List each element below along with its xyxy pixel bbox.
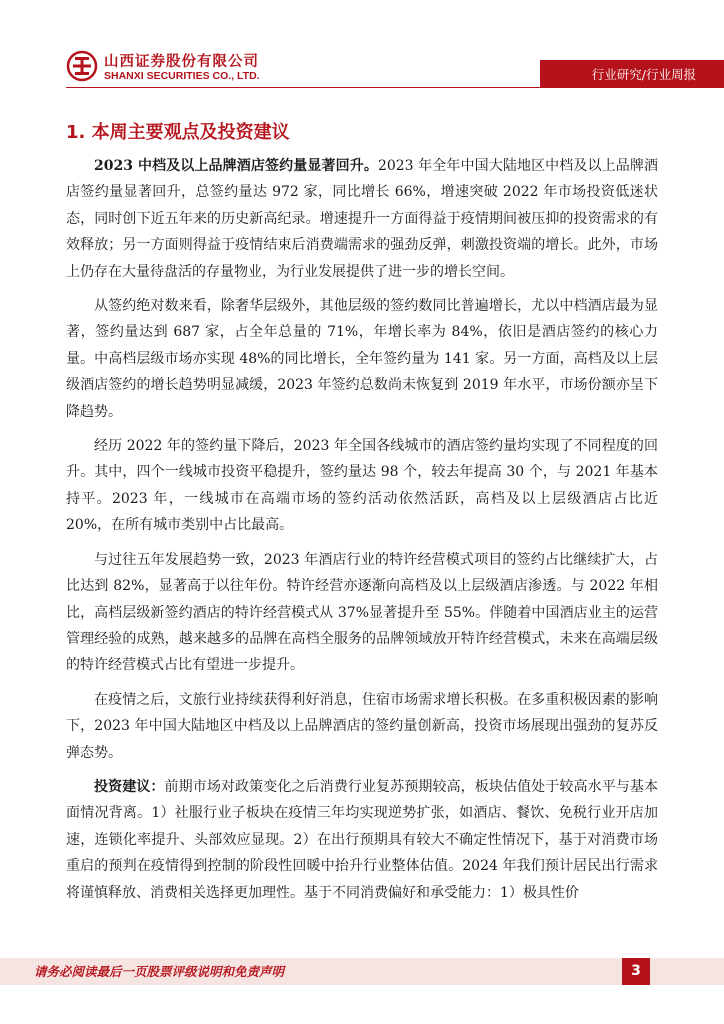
paragraph-1 xyxy=(66,153,658,285)
paragraph-1-body: 2023 年全年中国大陆地区中档及以上品牌酒店签约量显著回升，总签约量达 972 家，同比增长 66%，增速突破 2022 年市场投资低迷状态，同时创下近五年来的历史新高纪录。增速提升一方面得益于疫情期间被压抑的投资需求的有效释放；另一方面则得益于疫情结束后消费端需求的强劲反弹，刺激投资端的增长。此外，市场上仍存在大量待盘活的存量物业，为行业发展提供了进一步的增长空间。 xyxy=(66,158,658,280)
shanxi-securities-logo-icon xyxy=(66,50,98,82)
report-type-badge xyxy=(540,60,724,88)
section-title: 1. 本周主要观点及投资建议 xyxy=(66,122,290,143)
investment-advice-lead: 投资建议： xyxy=(94,778,165,795)
paragraph-3: 经历 2022 年的签约量下降后，2023 年全国各线城市的酒店签约量均实现了不同程度的回升。其中，四个一线城市投资平稳提升，签约量达 98 个，较去年提高 30 个，与 2021 年基本持平。2023 年，一线城市在高端市场的签约活动依然活跃，高档及以上层级酒店占比近 20%，在所有城市类别中占比最高。 xyxy=(66,438,658,534)
report-body xyxy=(66,153,658,906)
paragraph-1-lead: 2023 中档及以上品牌酒店签约量显著回升。 xyxy=(94,158,378,174)
page-number: 3 xyxy=(622,958,650,985)
header-divider xyxy=(66,87,540,88)
company-name-cn: 山西证券股份有限公司 xyxy=(104,54,259,70)
footer-disclaimer: 请务必阅读最后一页股票评级说明和免责声明 xyxy=(34,964,285,979)
report-type-label: 行业研究/行业周报 xyxy=(591,67,696,82)
company-name-en: SHANXI SECURITIES CO., LTD. xyxy=(104,70,260,82)
paragraph-6 xyxy=(66,774,658,906)
paragraph-2: 从签约绝对数来看，除奢华层级外，其他层级的签约数同比普遍增长，尤以中档酒店最为显著，签约量达到 687 家，占全年总量的 71%，年增长率为 84%，依旧是酒店签约的核心力量。中高档层级市场亦实现 48%的同比增长，全年签约量为 141 家。另一方面，高档及以上层级酒店签约的增长趋势明显减缓，2023 年签约总数尚未恢复到 2019 年水平，市场份额亦呈下降趋势。 xyxy=(66,298,658,420)
investment-advice-body: 前期市场对政策变化之后消费行业复苏预期较高，板块估值处于较高水平与基本面情况背离。1）社服行业子板块在疫情三年均实现逆势扩张，如酒店、餐饮、免税行业开店加速，连锁化率提升、头部效应显现。2）在出行预期具有较大不确定性情况下，基于对消费市场重启的预判在疫情得到控制的阶段性回暖中抬升行业整体估值。2024 年我们预计居民出行需求将谨慎释放、消费相关选择更加理性。基于不同消费偏好和承受能力：1）极具性价 xyxy=(66,778,659,901)
paragraph-4: 与过往五年发展趋势一致，2023 年酒店行业的特许经营模式项目的签约占比继续扩大，占比达到 82%，显著高于以往年份。特许经营亦逐渐向高档及以上层级酒店渗透。与 2022 年相比，高档层级新签约酒店的特许经营模式从 37%显著提升至 55%。伴随着中国酒店业主的运营管理经验的成熟，越来越多的品牌在高档全服务的品牌领域放开特许经营模式，未来在高端层级的特许经营模式占比有望进一步提升。 xyxy=(66,551,658,674)
page-header xyxy=(0,0,724,100)
paragraph-5: 在疫情之后，文旅行业持续获得利好消息，住宿市场需求增长积极。在多重积极因素的影响下，2023 年中国大陆地区中档及以上品牌酒店的签约量创新高，投资市场展现出强劲的复苏反弹态势。 xyxy=(66,691,658,761)
